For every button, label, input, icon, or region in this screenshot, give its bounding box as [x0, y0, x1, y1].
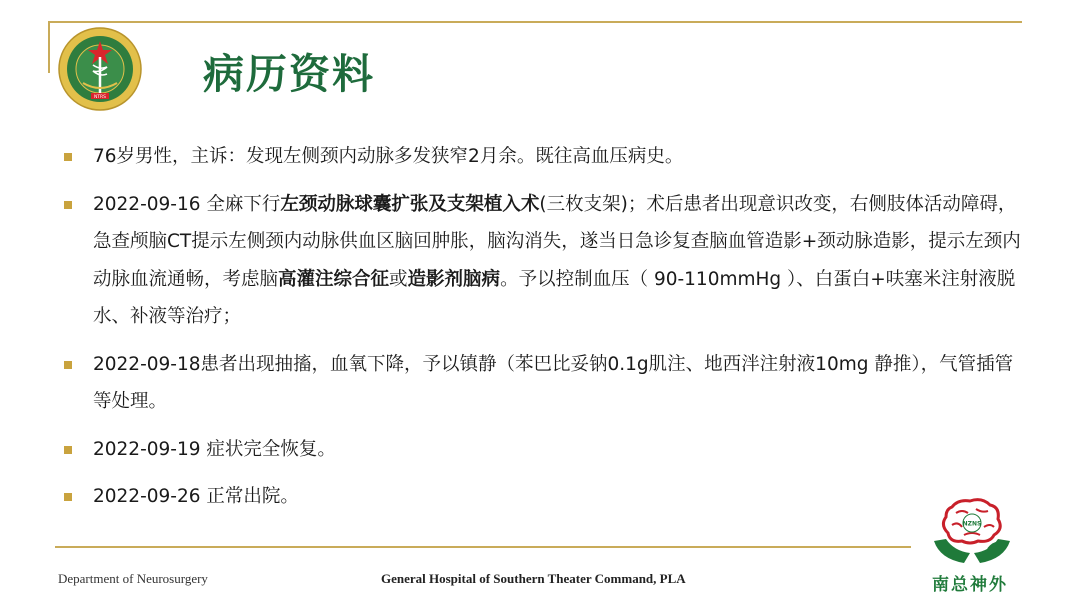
top-divider — [48, 21, 1022, 23]
svg-text:NZNS: NZNS — [962, 520, 982, 528]
page-title: 病历资料 — [203, 50, 375, 98]
bullet-text: 2022-09-26 正常出院。 — [93, 486, 299, 507]
bullet-item — [62, 478, 1022, 516]
bullet-text-emphasis: 左颈动脉球囊扩张及支架植入术 — [280, 193, 540, 215]
bullet-square-icon — [64, 493, 72, 501]
bullet-text: 76岁男性，主诉：发现左侧颈内动脉多发狭窄2月余。既往高血压病史。 — [93, 146, 684, 167]
bullet-square-icon — [64, 446, 72, 454]
bullet-text: 或 — [389, 268, 408, 290]
bullet-text: 2022-09-16 全麻下行 — [93, 193, 281, 215]
hospital-emblem-icon — [55, 27, 145, 111]
bullet-square-icon — [64, 201, 72, 209]
bullet-text-emphasis: 造影剂脑病 — [407, 268, 501, 290]
bullet-item — [62, 346, 1022, 421]
top-left-divider — [48, 21, 50, 73]
bullet-item — [62, 431, 1022, 469]
bullet-text: (三枚支架)；术后患者出现意识改变，右侧肢体活动障碍，急查颅脑CT提示左侧颈内动脉供血区脑回肿胀，脑沟消失，遂当日急诊复查脑血管造影+颈动脉造影，提示左颈内动脉血流通畅，考虑脑 — [93, 193, 1021, 290]
neurosurgery-brain-hands-logo — [924, 497, 1020, 569]
bullet-square-icon — [64, 153, 72, 161]
footer-department: Department of Neurosurgery — [58, 571, 208, 586]
svg-text:NTRS: NTRS — [93, 95, 107, 100]
bullet-text-emphasis: 高灌注综合征 — [278, 268, 390, 290]
bullet-text: 2022-09-19 症状完全恢复。 — [93, 438, 336, 460]
bullet-item — [62, 138, 1022, 176]
bullet-list — [62, 138, 1022, 526]
footer-hospital: General Hospital of Southern Theater Command, PLA — [381, 571, 686, 586]
bullet-square-icon — [64, 361, 72, 369]
bullet-item — [62, 186, 1022, 336]
bottom-divider — [55, 546, 911, 548]
bullet-text: 2022-09-18患者出现抽搐，血氧下降，予以镇静（苯巴比妥钠0.1g肌注、地西泮注射液10mg 静推），气管插管等处理。 — [93, 353, 1014, 412]
logo-label: 南总神外 — [932, 575, 1008, 595]
bullet-text: 。予以控制血压（ 90-110mmHg ）、白蛋白+呋塞米注射液脱水、补液等治疗； — [93, 268, 1016, 327]
